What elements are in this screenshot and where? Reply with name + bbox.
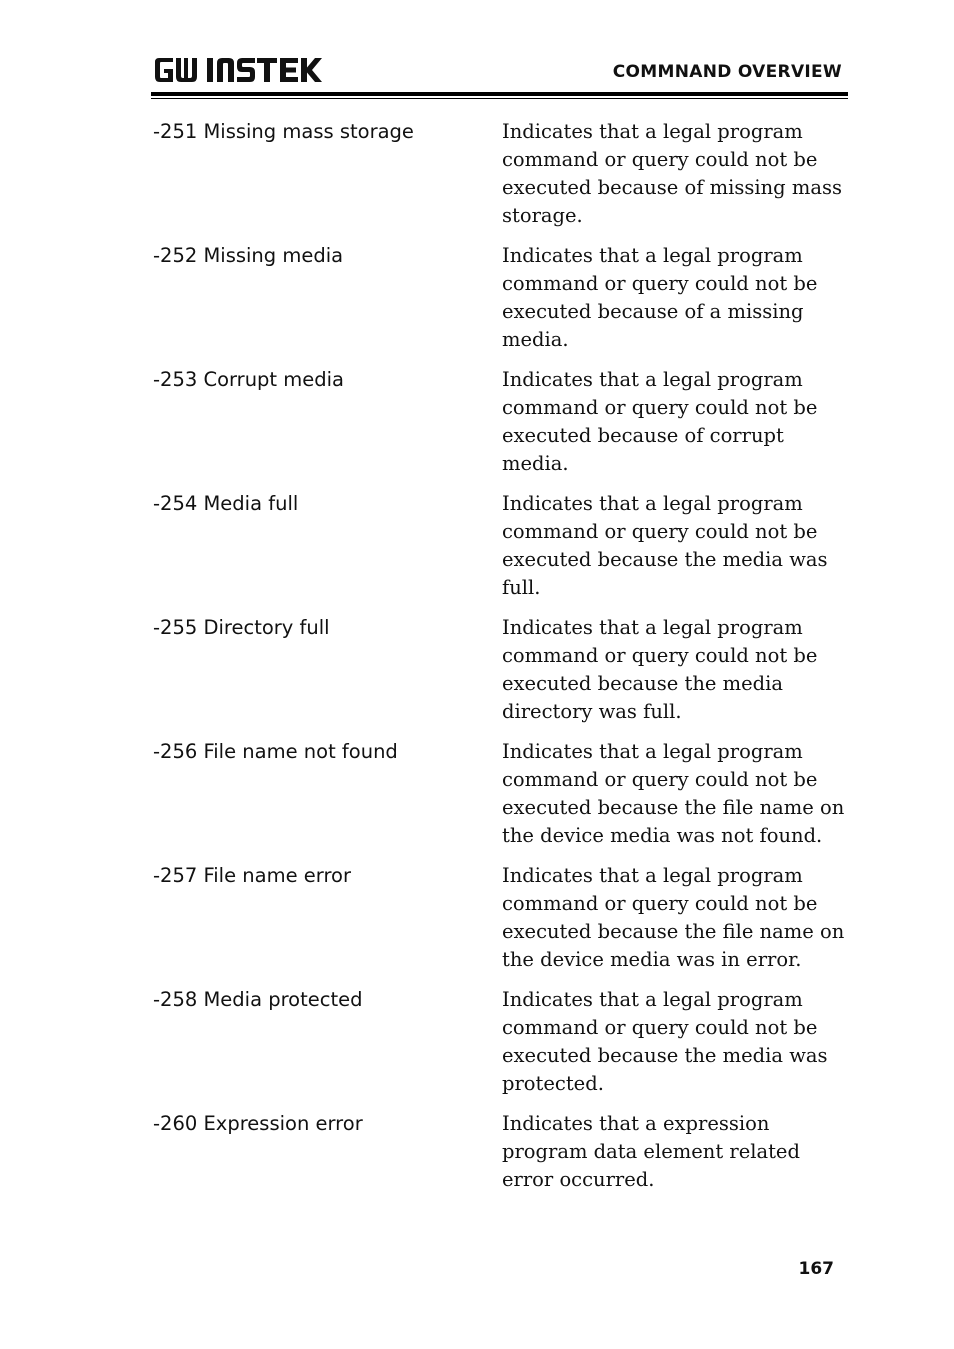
header-rule-thick [151,92,848,96]
error-entry [153,1110,848,1206]
error-entry [153,862,848,986]
error-code: -253 Corrupt media [153,368,345,391]
error-description: Indicates that a legal program command or query could not be executed because the media was full. [502,492,828,599]
error-entry [153,490,848,614]
error-code: -252 Missing media [153,244,344,267]
section-title: COMMNAND OVERVIEW [612,62,842,82]
gw-instek-logo [153,55,323,85]
error-code: -251 Missing mass storage [153,120,414,143]
error-description: Indicates that a legal program command or query could not be executed because the file name on the device media was not found. [502,740,845,847]
error-description: Indicates that a legal program command or query could not be executed because the media directory was full. [502,616,818,723]
page-number: 167 [798,1259,834,1279]
error-code: -255 Directory full [153,616,330,639]
error-entry [153,738,848,862]
error-description: Indicates that a legal program command or query could not be executed because the media was protected. [502,988,828,1095]
error-entry [153,986,848,1110]
error-code: -256 File name not found [153,740,398,763]
error-code: -254 Media full [153,492,299,515]
error-entry [153,242,848,366]
error-entry [153,614,848,738]
error-description: Indicates that a legal program command or query could not be executed because of corrupt media. [502,368,818,475]
error-description: Indicates that a expression program data element related error occurred. [502,1112,800,1191]
error-code: -258 Media protected [153,988,363,1011]
error-description: Indicates that a legal program command or query could not be executed because of a missing media. [502,244,818,351]
error-code: -260 Expression error [153,1112,363,1135]
error-entry [153,118,848,242]
error-description: Indicates that a legal program command or query could not be executed because of missing mass storage. [502,120,842,227]
header-rule-thin [151,98,848,99]
error-code-list [153,118,848,1206]
error-code: -257 File name error [153,864,351,887]
error-description: Indicates that a legal program command or query could not be executed because the file name on the device media was in error. [502,864,845,971]
error-entry [153,366,848,490]
